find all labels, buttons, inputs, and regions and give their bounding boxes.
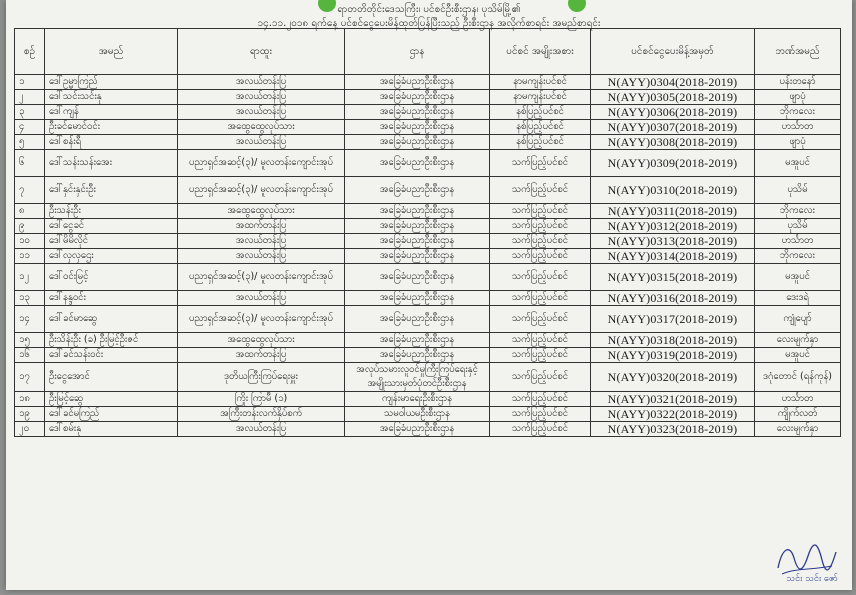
cell-dept: အခြေခံပညာဦးစီးဌာန: [345, 90, 490, 105]
cell-name: ဒေါ်ကျန်: [45, 105, 178, 120]
cell-name: ဒေါ်ခင်သန်းဝင်း: [45, 348, 178, 363]
cell-bank: ဒေးဒရဲ: [755, 291, 841, 306]
cell-name: ဦးသန်းဦး: [45, 204, 178, 219]
cell-name: ဦးမြင့်ဆွေ: [45, 392, 178, 407]
cell-name: ဒေါ်ခင်မကြည်: [45, 407, 178, 422]
cell-name: ဒေါ်ငွေခင်: [45, 219, 178, 234]
cell-no: ၁၃: [15, 291, 45, 306]
cell-pension-type: သက်ပြည့်ပင်စင်: [490, 392, 591, 407]
cell-dept: သမဝါယမဦးစီးဌာန: [345, 407, 490, 422]
cell-rank: အလယ်တန်းပြ: [178, 291, 345, 306]
cell-pension-type: သက်ပြည့်ပင်စင်: [490, 333, 591, 348]
cell-pension-type: သက်ပြည့်ပင်စင်: [490, 177, 591, 204]
cell-no: ၂၀: [15, 422, 45, 437]
table-row: [15, 333, 841, 348]
cell-no: ၁၇: [15, 363, 45, 392]
cell-pension-type: သက်ပြည့်ပင်စင်: [490, 204, 591, 219]
cell-name: ဦးခင်မောင်ဝင်း: [45, 120, 178, 135]
cell-dept: အခြေခံပညာဦးစီးဌာန: [345, 135, 490, 150]
table-row: [15, 120, 841, 135]
cell-order-no: N(AYY)0316(2018-2019): [591, 291, 755, 306]
cell-order-no: N(AYY)0309(2018-2019): [591, 150, 755, 177]
cell-name: ဒေါ်သန်းသန်းအေး: [45, 150, 178, 177]
cell-name: ဒေါ်စန်းရီ: [45, 135, 178, 150]
cell-bank: ကျိုက်လတ်: [755, 407, 841, 422]
cell-order-no: N(AYY)0307(2018-2019): [591, 120, 755, 135]
table-row: [15, 306, 841, 333]
cell-bank: မအူပင်: [755, 150, 841, 177]
cell-bank: ဟင်္သာတ: [755, 120, 841, 135]
document-subtitle: ၁၄.၁၁.၂၀၁၈ ရက်နေ့ ပင်စင်ငွေပေးမိန့်ထုတ်ပြန်ပြီးသည့် ဦးစီးဌာန အလိုက်စာရင်း အမည်စာရင်း: [257, 18, 601, 29]
table-row: [15, 348, 841, 363]
cell-no: ၁၄: [15, 306, 45, 333]
cell-bank: ဘိုကလေး: [755, 249, 841, 264]
cell-rank: အထက်တန်းပြ: [178, 219, 345, 234]
cell-rank: အလယ်တန်းပြ: [178, 234, 345, 249]
cell-no: ၁၆: [15, 348, 45, 363]
cell-pension-type: နာမကျန်းပင်စင်: [490, 90, 591, 105]
cell-bank: ကျုံပျော်: [755, 306, 841, 333]
col-header-rank: ရာထူး: [178, 29, 345, 75]
col-header-order-no: ပင်စင်ငွေပေးမိန့်အမှတ်: [591, 29, 755, 75]
cell-no: ၁: [15, 75, 45, 90]
cell-rank: ပညာရှင်အဆင့်(၃)/ မူလတန်းကျောင်းအုပ်: [178, 177, 345, 204]
cell-bank: မအူပင်: [755, 264, 841, 291]
table-row: [15, 234, 841, 249]
col-header-bank: ဘဏ်အမည်: [755, 29, 841, 75]
cell-order-no: N(AYY)0305(2018-2019): [591, 90, 755, 105]
cell-bank: လေးမျက်နှာ: [755, 422, 841, 437]
table-row: [15, 363, 841, 392]
cell-dept: အခြေခံပညာဦးစီးဌာန: [345, 219, 490, 234]
cell-bank: မအူပင်: [755, 348, 841, 363]
cell-order-no: N(AYY)0318(2018-2019): [591, 333, 755, 348]
cell-dept: အလုပ်သမားလူဝင်မှုကြီးကြပ်ရေးနှင့် အမျိုးသားမှတ်ပုံတင်ဦးစီးဌာန: [345, 363, 490, 392]
col-header-no: စဉ်: [15, 29, 45, 75]
cell-bank: ပုသိမ်: [755, 219, 841, 234]
cell-no: ၁၅: [15, 333, 45, 348]
cell-pension-type: သက်ပြည့်ပင်စင်: [490, 249, 591, 264]
cell-no: ၉: [15, 219, 45, 234]
cell-rank: ပညာရှင်အဆင့်(၃)/ မူလတန်းကျောင်းအုပ်: [178, 306, 345, 333]
cell-pension-type: သက်ပြည့်ပင်စင်: [490, 150, 591, 177]
cell-rank: အလယ်တန်းပြ: [178, 422, 345, 437]
cell-no: ၃: [15, 105, 45, 120]
cell-rank: ပညာရှင်အဆင့်(၃)/ မူလတန်းကျောင်းအုပ်: [178, 150, 345, 177]
cell-pension-type: သက်ပြည့်ပင်စင်: [490, 264, 591, 291]
cell-name: ဒေါ်နှင်းနှင်းဦး: [45, 177, 178, 204]
table-row: [15, 75, 841, 90]
table-row: [15, 422, 841, 437]
cell-bank: လေးမျက်နှာ: [755, 333, 841, 348]
cell-dept: အခြေခံပညာဦးစီးဌာန: [345, 264, 490, 291]
cell-name: ဦးသိန်းဦး (ခ) ဦးမြင့်ဦးဇင်: [45, 333, 178, 348]
cell-no: ၇: [15, 177, 45, 204]
cell-no: ၆: [15, 150, 45, 177]
cell-rank: ဒုတိယကြီးကြပ်ရေးမှူး: [178, 363, 345, 392]
cell-no: ၄: [15, 120, 45, 135]
signature-caption: သင်း သင်း ဇော်: [786, 574, 838, 584]
cell-dept: အခြေခံပညာဦးစီးဌာန: [345, 150, 490, 177]
table-row: [15, 105, 841, 120]
cell-bank: ဟင်္သာတ: [755, 234, 841, 249]
cell-no: ၈: [15, 204, 45, 219]
cell-dept: အခြေခံပညာဦးစီးဌာန: [345, 105, 490, 120]
cell-order-no: N(AYY)0317(2018-2019): [591, 306, 755, 333]
cell-bank: ဟင်္သာတ: [755, 392, 841, 407]
cell-pension-type: နစ်ပြည့်ပင်စင်: [490, 135, 591, 150]
cell-name: ဒေါ်မိမိလိုင်: [45, 234, 178, 249]
cell-bank: ဖျာပုံ: [755, 90, 841, 105]
cell-dept: အခြေခံပညာဦးစီးဌာန: [345, 75, 490, 90]
table-row: [15, 219, 841, 234]
table-row: [15, 135, 841, 150]
cell-pension-type: သက်ပြည့်ပင်စင်: [490, 422, 591, 437]
cell-order-no: N(AYY)0322(2018-2019): [591, 407, 755, 422]
table-row: [15, 264, 841, 291]
cell-name: ဒေါ်ဥမ္မာကြည်: [45, 75, 178, 90]
cell-pension-type: သက်ပြည့်ပင်စင်: [490, 407, 591, 422]
cell-name: ဒေါ်စမ်းနု: [45, 422, 178, 437]
cell-dept: အခြေခံပညာဦးစီးဌာန: [345, 177, 490, 204]
cell-bank: ဘိုကလေး: [755, 204, 841, 219]
table-row: [15, 150, 841, 177]
table-row: [15, 392, 841, 407]
cell-order-no: N(AYY)0321(2018-2019): [591, 392, 755, 407]
cell-pension-type: သက်ပြည့်ပင်စင်: [490, 291, 591, 306]
col-header-dept: ဌာန: [345, 29, 490, 75]
cell-bank: ဒဂုံတောင် (ရန်ကုန်): [755, 363, 841, 392]
cell-rank: အထက်တန်းပြ: [178, 348, 345, 363]
cell-order-no: N(AYY)0311(2018-2019): [591, 204, 755, 219]
cell-pension-type: သက်ပြည့်ပင်စင်: [490, 363, 591, 392]
cell-bank: ဘိုကလေး: [755, 105, 841, 120]
cell-pension-type: နာမကျန်းပင်စင်: [490, 75, 591, 90]
pension-table: [14, 28, 841, 437]
cell-dept: အခြေခံပညာဦးစီးဌာန: [345, 204, 490, 219]
cell-order-no: N(AYY)0312(2018-2019): [591, 219, 755, 234]
cell-dept: အခြေခံပညာဦးစီးဌာန: [345, 249, 490, 264]
cell-rank: အထွေထွေလုပ်သား: [178, 204, 345, 219]
cell-order-no: N(AYY)0306(2018-2019): [591, 105, 755, 120]
cell-name: ဒေါ်ဝင်းမြင့်: [45, 264, 178, 291]
table-row: [15, 407, 841, 422]
cell-name: ဒေါ်ခင်မာဆွေ: [45, 306, 178, 333]
cell-order-no: N(AYY)0313(2018-2019): [591, 234, 755, 249]
cell-order-no: N(AYY)0323(2018-2019): [591, 422, 755, 437]
cell-pension-type: သက်ပြည့်ပင်စင်: [490, 348, 591, 363]
cell-order-no: N(AYY)0308(2018-2019): [591, 135, 755, 150]
cell-rank: အလယ်တန်းပြ: [178, 90, 345, 105]
cell-rank: အလယ်တန်းပြ: [178, 135, 345, 150]
cell-dept: အခြေခံပညာဦးစီးဌာန: [345, 333, 490, 348]
col-header-pension-type: ပင်စင် အမျိုးအစား: [490, 29, 591, 75]
cell-dept: အခြေခံပညာဦးစီးဌာန: [345, 120, 490, 135]
cell-dept: ကျန်းမာရေးဦးစီးဌာန: [345, 392, 490, 407]
cell-no: ၁၂: [15, 264, 45, 291]
table-row: [15, 90, 841, 105]
table-row: [15, 177, 841, 204]
cell-pension-type: သက်ပြည့်ပင်စင်: [490, 306, 591, 333]
cell-dept: အခြေခံပညာဦးစီးဌာန: [345, 422, 490, 437]
cell-order-no: N(AYY)0304(2018-2019): [591, 75, 755, 90]
document-title: ရာတတိတိုင်းဒေသကြီး၊ ပင်စင်ဦးစီးဌာန၊ ပုသိမ်မြို့၏: [337, 4, 521, 15]
cell-rank: ကြိုး ကြာမီ (၁): [178, 392, 345, 407]
cell-dept: အခြေခံပညာဦးစီးဌာန: [345, 348, 490, 363]
cell-rank: ပညာရှင်အဆင့်(၃)/ မူလတန်းကျောင်းအုပ်: [178, 264, 345, 291]
cell-order-no: N(AYY)0314(2018-2019): [591, 249, 755, 264]
table-row: [15, 249, 841, 264]
cell-rank: အထွေထွေလုပ်သား: [178, 333, 345, 348]
cell-no: ၁၈: [15, 392, 45, 407]
cell-pension-type: နစ်ပြည့်ပင်စင်: [490, 120, 591, 135]
cell-rank: အလယ်တန်းပြ: [178, 249, 345, 264]
table-row: [15, 204, 841, 219]
cell-no: ၁၀: [15, 234, 45, 249]
table-header-row: [15, 29, 841, 75]
table-row: [15, 291, 841, 306]
document-page: [6, 0, 852, 590]
cell-no: ၁၉: [15, 407, 45, 422]
cell-dept: အခြေခံပညာဦးစီးဌာန: [345, 234, 490, 249]
cell-order-no: N(AYY)0310(2018-2019): [591, 177, 755, 204]
cell-bank: ပန်းတနော်: [755, 75, 841, 90]
cell-no: ၂: [15, 90, 45, 105]
cell-name: ဒေါ်သင်းသင်းနု: [45, 90, 178, 105]
cell-rank: အလယ်တန်းပြ: [178, 75, 345, 90]
cell-name: ဒေါ်လှလှဌေး: [45, 249, 178, 264]
cell-rank: အကြီးတန်းလက်နှိပ်စက်: [178, 407, 345, 422]
cell-order-no: N(AYY)0320(2018-2019): [591, 363, 755, 392]
cell-pension-type: နစ်ပြည့်ပင်စင်: [490, 105, 591, 120]
cell-no: ၅: [15, 135, 45, 150]
cell-order-no: N(AYY)0319(2018-2019): [591, 348, 755, 363]
cell-name: ဦးငွေအောင်: [45, 363, 178, 392]
cell-name: ဒေါ်နန္ဒဝင်း: [45, 291, 178, 306]
cell-no: ၁၁: [15, 249, 45, 264]
col-header-name: အမည်: [45, 29, 178, 75]
cell-dept: အခြေခံပညာဦးစီးဌာန: [345, 306, 490, 333]
cell-pension-type: သက်ပြည့်ပင်စင်: [490, 234, 591, 249]
cell-rank: အထွေထွေလုပ်သား: [178, 120, 345, 135]
cell-order-no: N(AYY)0315(2018-2019): [591, 264, 755, 291]
cell-bank: ပုသိမ်: [755, 177, 841, 204]
cell-bank: ဖျာပုံ: [755, 135, 841, 150]
cell-pension-type: သက်ပြည့်ပင်စင်: [490, 219, 591, 234]
cell-rank: အလယ်တန်းပြ: [178, 105, 345, 120]
cell-dept: အခြေခံပညာဦးစီးဌာန: [345, 291, 490, 306]
